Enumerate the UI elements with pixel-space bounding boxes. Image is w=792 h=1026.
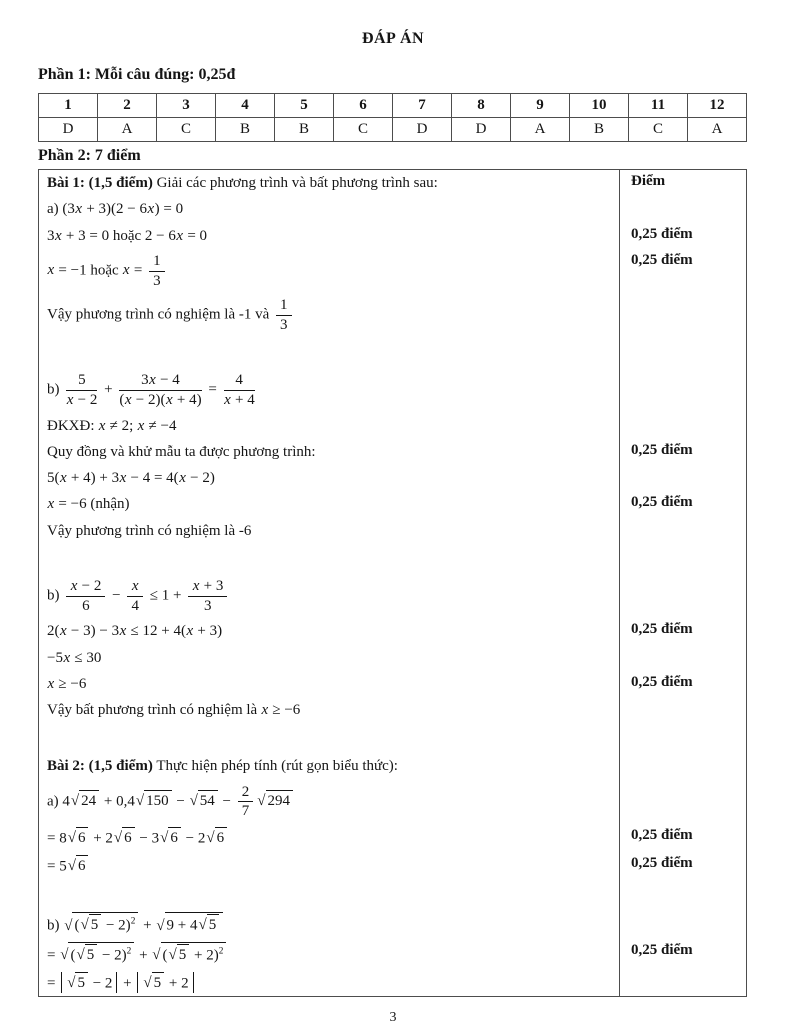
answer-table-body — [39, 94, 747, 142]
score-cell: 0,25 điểm — [631, 673, 693, 690]
question-number-cell: 10 — [570, 94, 629, 118]
score-cell — [620, 518, 746, 524]
solution-line: = √ ( √ 5 − 2)$^2$ + √ ( √ 5 + 2)$^2$ — [39, 939, 620, 969]
fraction: $\frac{1}{3}$ — [149, 253, 165, 290]
solution-line: = 8 √ 6 + 2 √ 6 − 3 √ 6 − 2 √ 6 — [39, 824, 620, 852]
solution-line: Vậy bất phương trình có nghiệm là x ≥ −6 — [47, 702, 301, 719]
square-root: √ ( √ 5 − 2)$^2$ — [60, 942, 134, 964]
solution-line: x ≥ −6 — [47, 675, 87, 692]
fraction: $\frac{5}{x - 2}$ — [66, 371, 98, 408]
part1-heading: Phần 1: Mỗi câu đúng: 0,25đ — [38, 66, 236, 83]
question-number-cell: 8 — [452, 94, 511, 118]
answer-cell: B — [216, 118, 275, 142]
score-cell — [620, 909, 746, 915]
absolute-value: √ 5 − 2 — [61, 972, 117, 994]
solution-row — [39, 969, 746, 997]
answer-table-answer-row — [39, 118, 747, 142]
square-root: √ 6 — [160, 827, 181, 847]
solution-line: b) $\frac{5}{x - 2}$ + $\frac{3x - 4}{(x - 2)(x + 4)}$ = $\frac{4}{x + 4}$ — [47, 371, 255, 408]
answer-cell: D — [39, 118, 98, 142]
square-root: √ 6 — [68, 855, 89, 875]
solution-line: Quy đồng và khử mẫu ta được phương trình: — [47, 443, 316, 460]
square-root: √ 6 — [206, 827, 227, 847]
answer-table — [38, 93, 747, 142]
fraction: $\frac{1}{3}$ — [276, 297, 292, 334]
question-number-cell: 2 — [98, 94, 157, 118]
solution-row — [39, 780, 746, 825]
solution-row — [39, 909, 746, 939]
score-cell: 0,25 điểm — [631, 251, 693, 268]
answer-cell: C — [629, 118, 688, 142]
solution-row — [39, 491, 746, 517]
solution-row — [39, 753, 746, 779]
score-cell — [620, 465, 746, 471]
solution-line: 5(x + 4) + 3x − 4 = 4(x − 2) — [47, 470, 215, 487]
score-column-header: Điểm — [631, 173, 666, 189]
spacer-row — [39, 338, 746, 368]
solution-row — [39, 439, 746, 465]
fraction: $\frac{2}{7}$ — [238, 784, 254, 821]
solution-line: 3x + 3 = 0 hoặc 2 − 6x = 0 — [47, 227, 208, 244]
solution-row — [39, 293, 746, 338]
answer-cell: D — [393, 118, 452, 142]
spacer-row — [39, 544, 746, 574]
solution-line: b) √ ( √ 5 − 2)$^2$ + √ 9 + 4 √ 5 — [39, 909, 620, 939]
solution-row — [39, 671, 746, 697]
solution-row — [39, 249, 746, 294]
square-root: √ 5 — [67, 972, 88, 992]
fraction: $\frac{x + 3}{3}$ — [188, 578, 227, 615]
score-cell — [620, 574, 746, 580]
question-number-cell: 3 — [157, 94, 216, 118]
solution-line: = √ 5 − 2 + √ 5 + 2 — [39, 969, 620, 997]
question-number-cell: 6 — [334, 94, 393, 118]
fraction: $\frac{x - 2}{6}$ — [66, 578, 105, 615]
score-cell — [620, 368, 746, 374]
solution-row — [39, 645, 746, 671]
square-root: √ 24 — [71, 790, 99, 810]
score-cell — [620, 645, 746, 651]
absolute-value: √ 5 + 2 — [137, 972, 193, 994]
answer-cell: A — [688, 118, 747, 142]
solution-row — [39, 618, 746, 644]
solution-line: a) (3x + 3)(2 − 6x) = 0 — [47, 201, 184, 218]
solution-line: Bài 2: (1,5 điểm) Thực hiện phép tính (rút gọn biểu thức): — [47, 758, 398, 775]
question-number-cell: 5 — [275, 94, 334, 118]
square-root: √ 5 — [76, 944, 97, 964]
solution-row — [39, 368, 746, 413]
solution-row — [39, 824, 746, 852]
page-number: 3 — [389, 1010, 397, 1026]
solution-row — [39, 413, 746, 439]
square-root: √ 5 — [199, 914, 220, 934]
square-root: √ 6 — [114, 827, 135, 847]
solution-line: 2(x − 3) − 3x ≤ 12 + 4(x + 3) — [47, 623, 223, 640]
fraction: $\frac{x}{4}$ — [127, 578, 143, 615]
score-cell — [620, 293, 746, 299]
solution-row — [39, 223, 746, 249]
answer-cell: C — [157, 118, 216, 142]
part2-heading: Phần 2: 7 điểm — [38, 147, 141, 164]
answer-cell: B — [275, 118, 334, 142]
table-column-divider — [619, 170, 620, 996]
square-root: √ 54 — [190, 790, 218, 810]
square-root: √ 6 — [68, 827, 89, 847]
square-root: √ 150 — [136, 790, 172, 810]
fraction: $\frac{3x - 4}{(x - 2)(x + 4)}$ — [119, 371, 202, 408]
score-cell: 0,25 điểm — [631, 621, 693, 638]
solution-line: ĐKXĐ: x ≠ 2; x ≠ −4 — [47, 417, 177, 434]
solution-row — [39, 465, 746, 491]
spacer-row — [39, 723, 746, 753]
solution-line: x = −6 (nhận) — [47, 496, 130, 513]
solution-line: Vậy phương trình có nghiệm là -6 — [47, 522, 252, 539]
score-cell: 0,25 điểm — [631, 827, 693, 844]
score-cell — [620, 780, 746, 786]
solution-line: −5x ≤ 30 — [47, 649, 102, 666]
answer-cell: A — [98, 118, 157, 142]
solution-row — [39, 574, 746, 619]
score-cell — [620, 753, 746, 759]
solution-line: Bài 1: (1,5 điểm) Giải các phương trình và bất phương trình sau: — [47, 175, 438, 191]
score-cell — [620, 697, 746, 703]
question-number-cell: 1 — [39, 94, 98, 118]
square-root: √ 294 — [257, 790, 293, 810]
answer-cell: A — [511, 118, 570, 142]
question-number-cell: 11 — [629, 94, 688, 118]
score-cell: 0,25 điểm — [631, 225, 693, 242]
score-cell: 0,25 điểm — [631, 494, 693, 511]
spacer-row — [39, 879, 746, 909]
fraction: $\frac{4}{x + 4}$ — [224, 371, 255, 408]
answer-cell: C — [334, 118, 393, 142]
answer-cell: D — [452, 118, 511, 142]
question-number-cell: 12 — [688, 94, 747, 118]
square-root: √ 9 + 4 √ 5 — [156, 912, 223, 934]
solution-row — [39, 697, 746, 723]
square-root: √ ( √ 5 + 2)$^2$ — [152, 942, 226, 964]
question-number-cell: 4 — [216, 94, 275, 118]
score-cell: 0,25 điểm — [631, 854, 693, 871]
score-cell — [620, 969, 746, 975]
page-title: ĐÁP ÁN — [361, 30, 425, 47]
solution-row — [39, 939, 746, 969]
score-cell: 0,25 điểm — [631, 441, 693, 458]
solution-row — [39, 852, 746, 880]
solution-line: Vậy phương trình có nghiệm là -1 và $\frac{1}{3}$ — [39, 293, 620, 338]
answer-cell: B — [570, 118, 629, 142]
answer-table-question-row — [39, 94, 747, 118]
solution-line: = 5 √ 6 — [39, 852, 620, 880]
solution-line: a) 4 √ 24 + 0,4 √ 150 − √ 54 − $\frac{2}{7}$ √ 294 — [39, 780, 620, 825]
square-root: √ 5 — [80, 914, 101, 934]
solution-line: b) $\frac{x - 2}{6}$ − $\frac{x}{4}$ ≤ 1 + $\frac{x + 3}{3}$ — [39, 574, 620, 619]
score-cell: 0,25 điểm — [631, 941, 693, 958]
square-root: √ ( √ 5 − 2)$^2$ — [64, 912, 138, 934]
solution-line: x = −1 hoặc x = $\frac{1}{3}$ — [39, 249, 620, 294]
part2-table — [38, 169, 747, 997]
question-number-cell: 9 — [511, 94, 570, 118]
solution-row — [39, 518, 746, 544]
square-root: √ 5 — [143, 972, 164, 992]
solution-row — [39, 196, 746, 222]
solution-row — [39, 170, 746, 196]
question-number-cell: 7 — [393, 94, 452, 118]
score-cell — [620, 196, 746, 202]
score-cell — [620, 413, 746, 419]
square-root: √ 5 — [169, 944, 190, 964]
